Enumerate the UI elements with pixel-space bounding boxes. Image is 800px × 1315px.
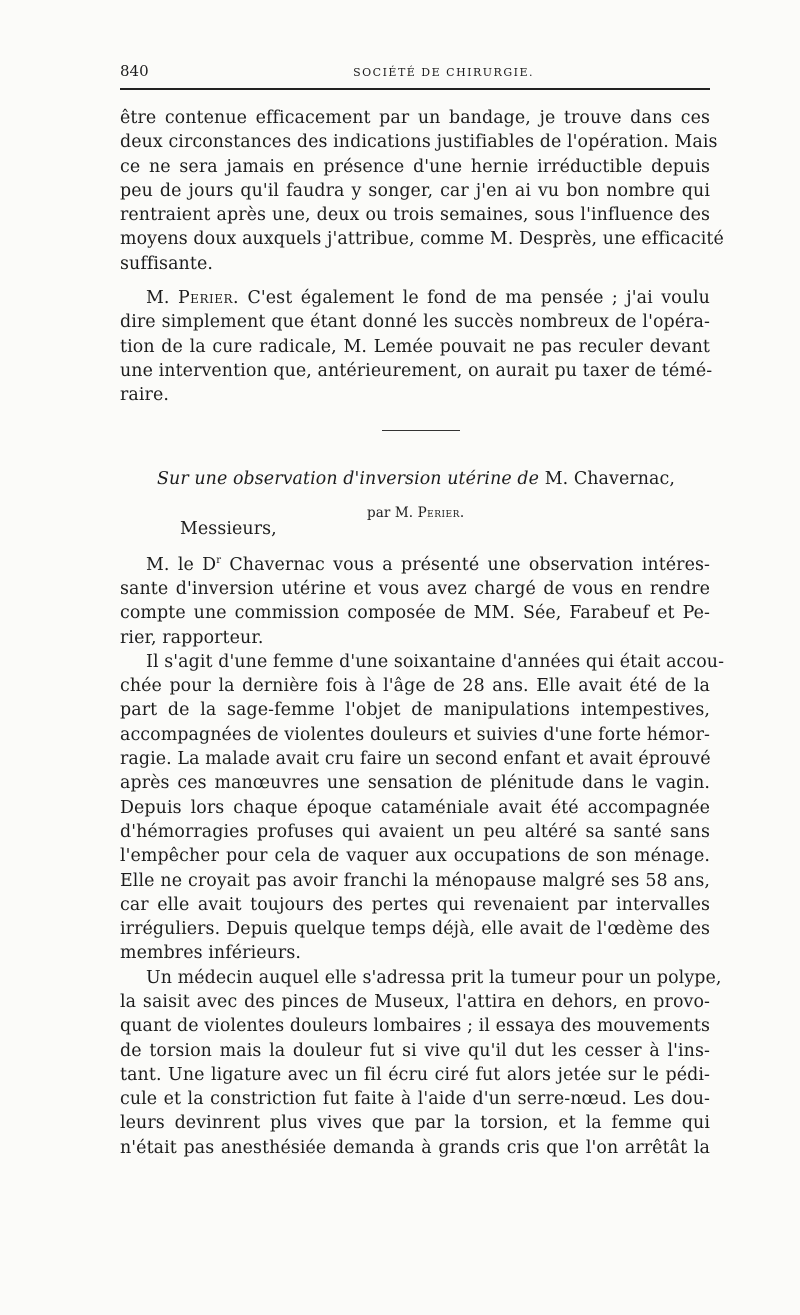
page-body [120,106,725,1160]
text-line: deux circonstances des indications justifiables de l'opération. Mais [120,132,718,153]
text-line: n'était pas anesthésiée demanda à grands cris que l'on arrêtât la [120,1137,710,1158]
article-title [120,467,710,491]
text-line: peu de jours qu'il faudra y songer, car j'en ai vu bon nombre qui [120,180,710,201]
paragraph-3 [120,549,710,650]
byline [367,501,465,525]
paragraph-1 [120,106,724,276]
text-line: irréguliers. Depuis quelque temps déjà, elle avait de l'œdème des [120,919,710,940]
speaker-prefix: M. [146,288,170,309]
running-title: SOCIÉTÉ DE CHIRURGIE. [353,66,534,79]
text-line: chée pour la dernière fois à l'âge de 28 ans. Elle avait été de la [120,676,710,697]
text-line: rentraient après une, deux ou trois semaines, sous l'influence des [120,205,710,226]
text-line: tant. Une ligature avec un fil écru ciré fut alors jetée sur le pédi- [120,1064,710,1085]
speaker-text: C'est également le fond de ma pensée ; j'ai voulu [247,288,710,309]
text-line: d'hémorragies profuses qui avaient un peu altéré sa santé sans [120,821,710,842]
byline-row [120,491,710,543]
section-separator [382,430,460,431]
page-header [120,62,710,90]
text-line: tion de la cure radicale, M. Lemée pouvait ne pas reculer devant [120,336,710,357]
text-line: raire. [120,385,169,406]
text-line: Un médecin auquel elle s'adressa prit la tumeur pour un polype, [146,967,722,988]
text-line: dire simplement que étant donné les succès nombreux de l'opéra- [120,312,710,333]
salutation: Messieurs, [180,518,277,539]
text-line: être contenue efficacement par un bandage, je trouve dans ces [120,108,710,128]
text-line: la saisit avec des pinces de Museux, l'attira en dehors, en provo- [120,992,710,1012]
text-line: membres inférieurs. [120,943,301,964]
text-line: Elle ne croyait pas avoir franchi la ménopause malgré ses 58 ans, [120,870,710,891]
page-number: 840 [120,62,149,80]
superscript: r [216,554,222,566]
text-line: part de la sage-femme l'objet de manipulations intempestives, [120,700,710,721]
text-line: compte une commission composée de MM. Sée, Farabeuf et Pe- [120,603,710,624]
paragraph-4 [120,650,725,966]
text-line: suffisante. [120,253,213,274]
text-line: l'empêcher pour cela de vaquer aux occupations de son ménage. [120,846,710,867]
text-line [120,286,710,310]
paragraph-5 [120,966,722,1160]
article-title-author: M. Chavernac, [544,468,675,489]
paragraph-2 [120,286,713,407]
text-line: Il s'agit d'une femme d'une soixantaine d'années qui était accou- [146,651,725,672]
para3-start: M. le D [146,554,217,575]
text-line: leurs devinrent plus vives que par la torsion, et la femme qui [120,1113,710,1134]
text-line: ce ne sera jamais en présence d'une hernie irréductible depuis [120,156,710,177]
byline-name: Perier. [417,504,465,521]
text-line: car elle avait toujours des pertes qui revenaient par intervalles [120,894,710,915]
book-page [120,62,725,1160]
text-line: de torsion mais la douleur fut si vive qu'il dut les cesser à l'ins- [120,1040,710,1061]
text-line: quant de violentes douleurs lombaires ; il essaya des mouvements [120,1016,710,1037]
byline-prefix: par M. [367,504,414,521]
text-line: ragie. La malade avait cru faire un second enfant et avait éprouvé [120,749,711,770]
speaker-name: Perier. [177,288,240,309]
text-line: moyens doux auxquels j'attribue, comme M. Desprès, une efficacité [120,229,724,250]
text-line: accompagnées de violentes douleurs et suivies d'une forte hémor- [120,724,710,745]
text-line: rier, rapporteur. [120,627,264,648]
text-line: Depuis lors chaque époque cataméniale avait été accompagnée [120,797,710,818]
text-line: une intervention que, antérieurement, on aurait pu taxer de témé- [120,360,713,381]
text-line: après ces manœuvres une sensation de plénitude dans le vagin. [120,773,710,794]
article-title-italic: Sur une observation d'inversion utérine de [157,468,540,489]
para3-rest: Chavernac vous a présenté une observation intéres- [221,554,710,575]
text-line: sante d'inversion utérine et vous avez chargé de vous en rendre [120,578,710,599]
text-line: cule et la constriction fut faite à l'aide d'un serre-nœud. Les dou- [120,1089,710,1110]
text-line [120,549,710,577]
